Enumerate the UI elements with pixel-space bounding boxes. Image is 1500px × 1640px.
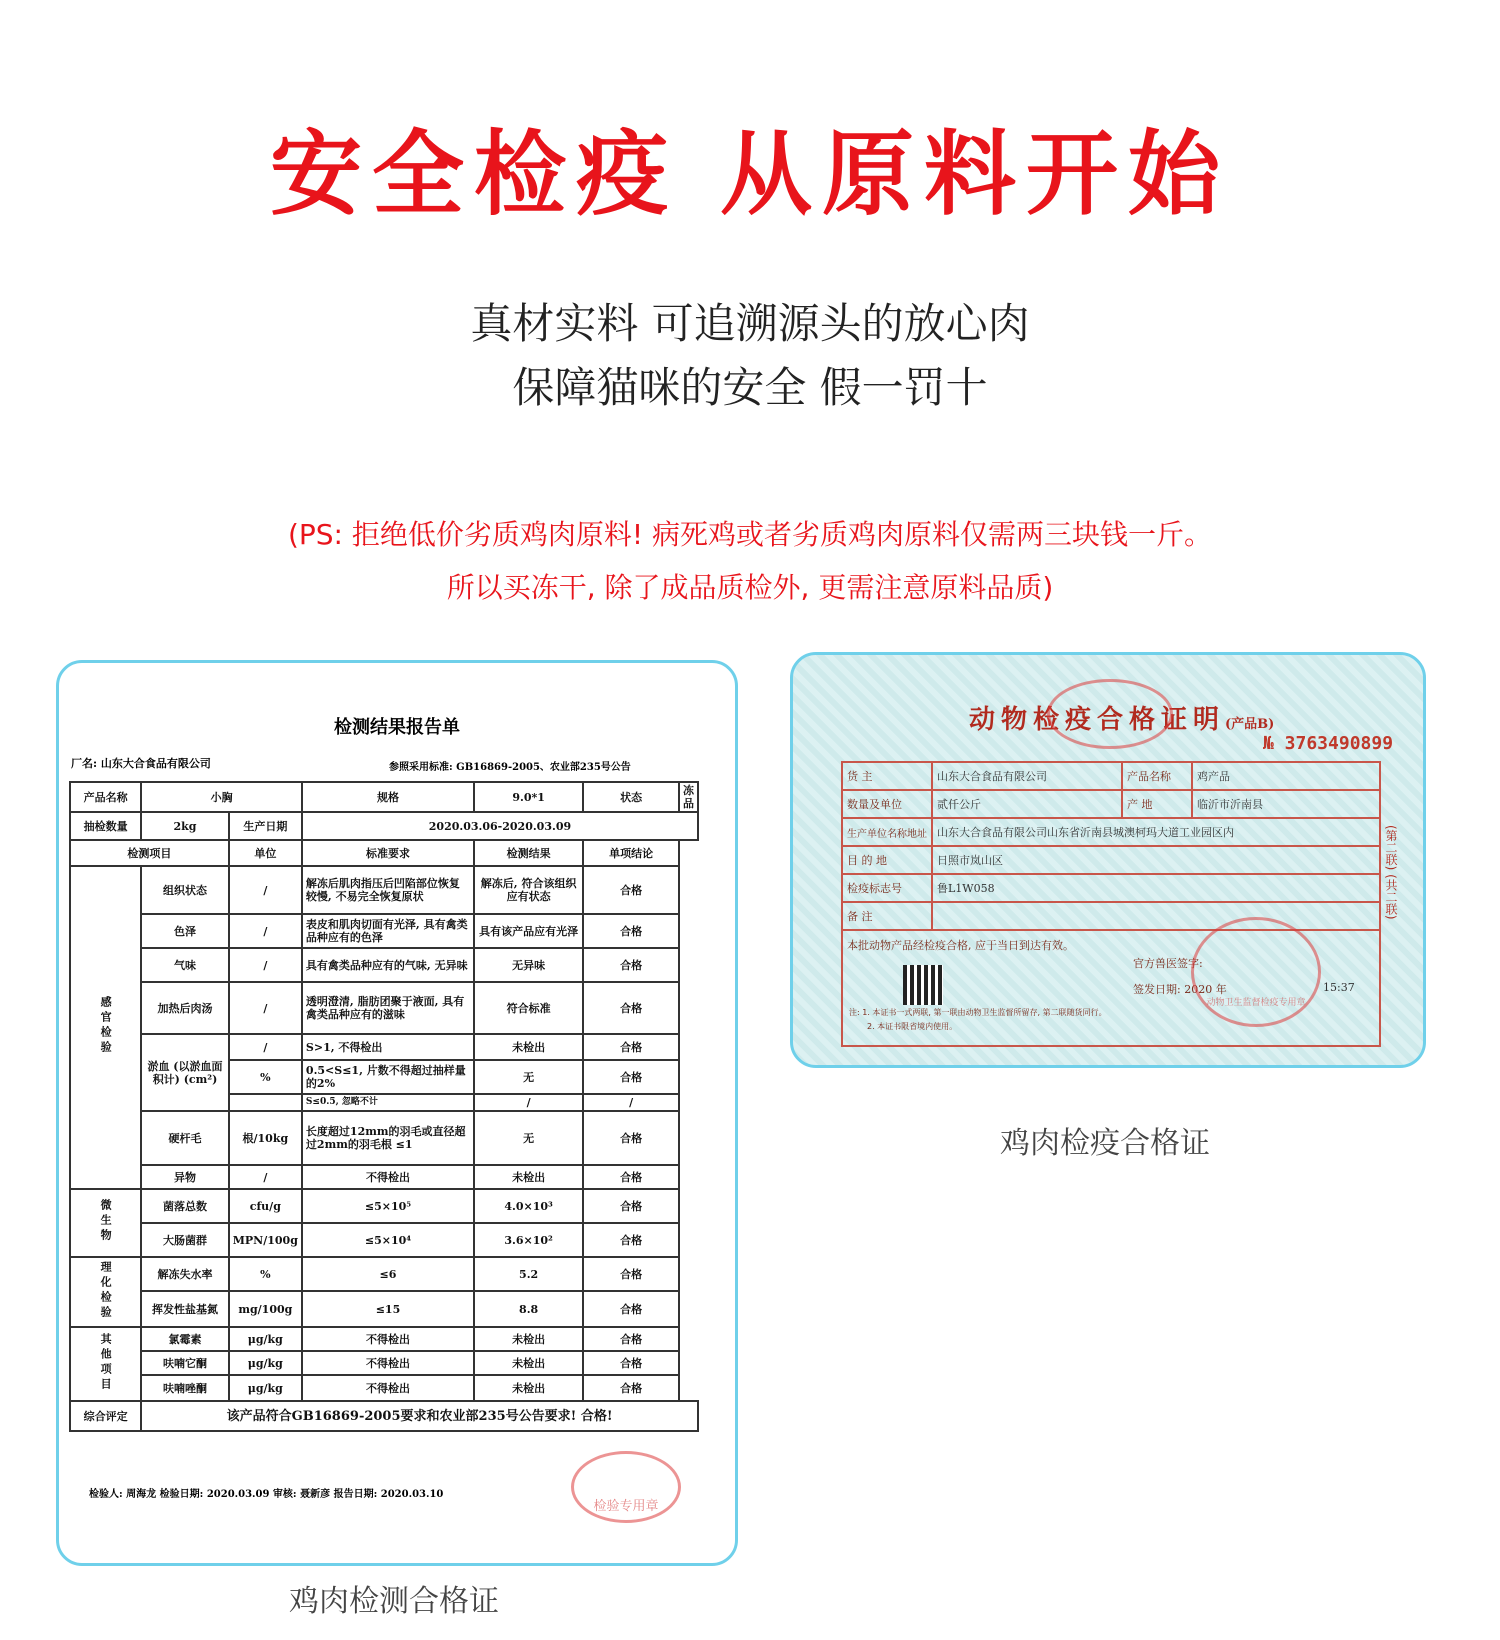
cell: / — [229, 1165, 302, 1189]
cell: 合格 — [583, 948, 679, 982]
subtitle-line-1: 真材实料 可追溯源头的放心肉 — [470, 299, 1030, 348]
cert-label: 货 主 — [842, 762, 932, 790]
cert-label: 备 注 — [842, 902, 932, 930]
cert-footnote-1: 注: 1. 本证书一式两联, 第一联由动物卫生监督所留存, 第二联随货同行。 — [849, 1008, 1107, 1017]
cell: 大肠菌群 — [141, 1223, 228, 1257]
cell: / — [229, 914, 302, 948]
cell: 合格 — [583, 1189, 679, 1223]
inspection-stamp: 检验专用章 — [571, 1451, 681, 1523]
cell: / — [583, 1094, 679, 1111]
cert-value: 山东大合食品有限公司山东省沂南县城澳柯玛大道工业园区内 — [932, 818, 1380, 846]
cert-value: 贰仟公斤 — [932, 790, 1122, 818]
cell: 状态 — [583, 782, 679, 812]
header-cell: 标准要求 — [302, 840, 474, 866]
cell: 5.2 — [474, 1257, 583, 1291]
cell: 无 — [474, 1111, 583, 1165]
cell: / — [229, 948, 302, 982]
cell: 合格 — [583, 1223, 679, 1257]
cell: 淤血 (以淤血面积计) (cm²) — [141, 1034, 228, 1111]
cell: 菌落总数 — [141, 1189, 228, 1223]
cell: 无 — [474, 1060, 583, 1094]
cell: % — [229, 1257, 302, 1291]
cell: 不得检出 — [302, 1351, 474, 1375]
caption-right: 鸡肉检疫合格证 — [1000, 1126, 1210, 1161]
certificate-side-label: (第二联) (共二联) — [1384, 825, 1398, 920]
cell: 冻品 — [679, 782, 698, 812]
cell: ≤5×10⁴ — [302, 1223, 474, 1257]
cell: MPN/100g — [229, 1223, 302, 1257]
group-sensory: 感官检验 — [70, 866, 141, 1189]
report-table — [69, 781, 699, 1432]
cell: 解冻后肌肉指压后凹陷部位恢复较慢, 不易完全恢复原状 — [302, 866, 474, 914]
group-micro: 微生物 — [70, 1189, 141, 1257]
cell: 呋喃唑酮 — [141, 1375, 228, 1401]
cell: 0.5<S≤1, 片数不得超过抽样量的2% — [302, 1060, 474, 1094]
cell: / — [229, 982, 302, 1034]
cert-label: 目 的 地 — [842, 846, 932, 874]
ps-note-line-2: 所以买冻干, 除了成品质检外, 更需注意原料品质) — [446, 571, 1054, 604]
cell: 具有该产品应有光泽 — [474, 914, 583, 948]
cell: 3.6×10² — [474, 1223, 583, 1257]
cert-value: 山东大合食品有限公司 — [932, 762, 1122, 790]
cell: 4.0×10³ — [474, 1189, 583, 1223]
cert-value: 日照市岚山区 — [932, 846, 1380, 874]
cell: / — [474, 1094, 583, 1111]
cell: μg/kg — [229, 1351, 302, 1375]
cell: / — [229, 1034, 302, 1060]
group-other: 其他项目 — [70, 1327, 141, 1401]
cell: 产品名称 — [70, 782, 141, 812]
subtitle-line-2: 保障猫咪的安全 假一罚十 — [512, 363, 988, 412]
cell: μg/kg — [229, 1375, 302, 1401]
cell: 未检出 — [474, 1375, 583, 1401]
group-chem: 理化检验 — [70, 1257, 141, 1327]
cell: cfu/g — [229, 1189, 302, 1223]
cell: 无异味 — [474, 948, 583, 982]
cell: 合格 — [583, 1291, 679, 1327]
cert-officer: 官方兽医签字: — [1133, 957, 1203, 970]
cert-label: 产 地 — [1122, 790, 1192, 818]
test-report-card — [56, 660, 738, 1566]
cell: 合格 — [583, 1351, 679, 1375]
cell: 9.0*1 — [474, 782, 583, 812]
report-footer: 检验人: 周海龙 检验日期: 2020.03.09 审核: 聂新彦 报告日期: 2020.03.10 — [89, 1489, 444, 1500]
cell — [229, 1094, 302, 1111]
cert-value: 临沂市沂南县 — [1192, 790, 1380, 818]
quarantine-seal: 动物卫生监督检疫专用章 — [1191, 917, 1321, 1027]
cell: 解冻后, 符合该组织应有状态 — [474, 866, 583, 914]
cell: 综合评定 — [70, 1401, 141, 1431]
cell: 合格 — [583, 1060, 679, 1094]
cell: S≤0.5, 忽略不计 — [302, 1094, 474, 1111]
cell: 加热后肉汤 — [141, 982, 228, 1034]
cell: 未检出 — [474, 1327, 583, 1351]
cert-value: 鲁L1W058 — [932, 874, 1380, 902]
cell: 抽检数量 — [70, 812, 141, 840]
cell: 异物 — [141, 1165, 228, 1189]
cell: 呋喃它酮 — [141, 1351, 228, 1375]
cell: 根/10kg — [229, 1111, 302, 1165]
certificate-oval-seal — [1047, 679, 1173, 749]
cell: 2kg — [141, 812, 228, 840]
cell: μg/kg — [229, 1327, 302, 1351]
cell: 合格 — [583, 914, 679, 948]
cell: 表皮和肌肉切面有光泽, 具有禽类品种应有的色泽 — [302, 914, 474, 948]
cell: S>1, 不得检出 — [302, 1034, 474, 1060]
cell: 合格 — [583, 982, 679, 1034]
cell: 符合标准 — [474, 982, 583, 1034]
cert-footnote-2: 2. 本证书限省境内使用。 — [867, 1022, 958, 1031]
cell: 挥发性盐基氮 — [141, 1291, 228, 1327]
report-standard: 参照采用标准: GB16869-2005、农业部235号公告 — [389, 762, 631, 773]
cert-statement: 本批动物产品经检疫合格, 应于当日到达有效。 — [847, 939, 1074, 952]
cert-label: 数量及单位 — [842, 790, 932, 818]
cert-value: 鸡产品 — [1192, 762, 1380, 790]
certificate-number: № 3763490899 — [1263, 733, 1394, 754]
report-factory: 厂名: 山东大合食品有限公司 — [71, 757, 211, 770]
cell: 不得检出 — [302, 1165, 474, 1189]
cell: 未检出 — [474, 1165, 583, 1189]
cell: 氯霉素 — [141, 1327, 228, 1351]
cert-issue-date: 签发日期: 2020 年 — [1133, 983, 1227, 996]
ps-note-line-1: (PS: 拒绝低价劣质鸡肉原料! 病死鸡或者劣质鸡肉原料仅需两三块钱一斤。 — [287, 518, 1213, 551]
cell: 8.8 — [474, 1291, 583, 1327]
cell: 解冻失水率 — [141, 1257, 228, 1291]
certificate-title: 动物检疫合格证明(产品B) — [969, 705, 1275, 735]
conclusion-cell: 该产品符合GB16869-2005要求和农业部235号公告要求! 合格! — [141, 1401, 698, 1431]
header-cell: 单项结论 — [583, 840, 679, 866]
cell: 长度超过12mm的羽毛或直径超过2mm的羽毛根 ≤1 — [302, 1111, 474, 1165]
cell: % — [229, 1060, 302, 1094]
cell: 未检出 — [474, 1034, 583, 1060]
cell: 组织状态 — [141, 866, 228, 914]
cell: 规格 — [302, 782, 474, 812]
cert-time: 15:37 — [1323, 981, 1355, 994]
report-title: 检测结果报告单 — [334, 717, 460, 738]
cell: 合格 — [583, 1375, 679, 1401]
cell: / — [229, 866, 302, 914]
cell: ≤15 — [302, 1291, 474, 1327]
caption-left: 鸡肉检测合格证 — [289, 1584, 499, 1619]
cert-label: 产品名称 — [1122, 762, 1192, 790]
cell: 未检出 — [474, 1351, 583, 1375]
cert-label: 检疫标志号 — [842, 874, 932, 902]
cell: 合格 — [583, 1165, 679, 1189]
cell: 具有禽类品种应有的气味, 无异味 — [302, 948, 474, 982]
cell: ≤6 — [302, 1257, 474, 1291]
cell: 2020.03.06-2020.03.09 — [302, 812, 698, 840]
cell: ≤5×10⁵ — [302, 1189, 474, 1223]
cell: 小胸 — [141, 782, 302, 812]
cell: 合格 — [583, 1034, 679, 1060]
qr-code-icon — [903, 965, 943, 1005]
cell: 合格 — [583, 1327, 679, 1351]
cell: 不得检出 — [302, 1327, 474, 1351]
cell: 合格 — [583, 866, 679, 914]
headline: 安全检疫 从原料开始 — [269, 121, 1231, 228]
cell: 合格 — [583, 1111, 679, 1165]
cell: 生产日期 — [229, 812, 302, 840]
cell: 合格 — [583, 1257, 679, 1291]
header-cell: 检测结果 — [474, 840, 583, 866]
cert-value — [932, 902, 1380, 930]
cell: 色泽 — [141, 914, 228, 948]
quarantine-certificate-card — [790, 652, 1426, 1068]
cert-label: 生产单位名称地址 — [842, 818, 932, 846]
header-cell: 单位 — [229, 840, 302, 866]
cell: 不得检出 — [302, 1375, 474, 1401]
cell: 透明澄清, 脂肪团聚于液面, 具有禽类品种应有的滋味 — [302, 982, 474, 1034]
header-cell: 检测项目 — [70, 840, 229, 866]
cell: 气味 — [141, 948, 228, 982]
cell: 硬杆毛 — [141, 1111, 228, 1165]
cell: mg/100g — [229, 1291, 302, 1327]
